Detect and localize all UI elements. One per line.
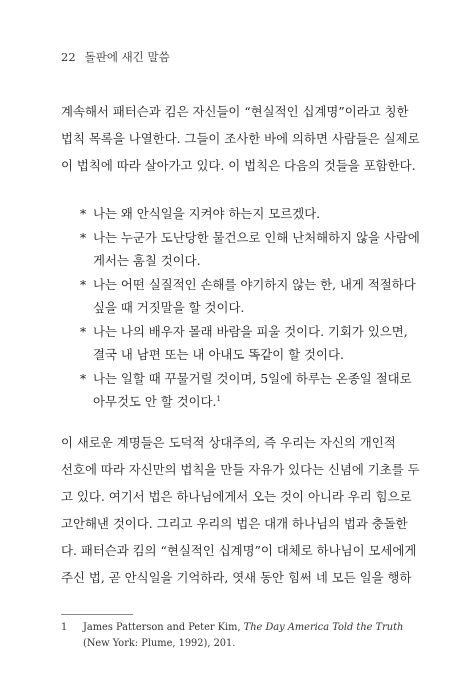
list-item-line: 게서는 훔칠 것이다. — [93, 253, 201, 268]
list-item-line — [93, 390, 420, 414]
paragraph-line: 고안해낸 것이다. 그리고 우리의 법은 대개 하나님의 법과 충돌한 — [61, 516, 408, 531]
paragraph-body — [61, 429, 420, 591]
paragraph-line: 계속해서 패터슨과 킴은 자신들이 “현실적인 십계명”이라고 칭한 — [61, 104, 409, 119]
running-title: 돌판에 새긴 말씀 — [84, 50, 170, 64]
paragraph-line: 주신 법, 곧 안식일을 기억하라, 엿새 동안 힘써 네 모든 일을 행하 — [61, 570, 412, 585]
asterisk-bullet: * — [80, 276, 87, 292]
list-item-line: 나는 나의 배우자 몰래 바람을 피울 것이다. 기회가 있으면, — [93, 323, 408, 339]
footnote — [61, 620, 416, 652]
footnote-divider — [61, 614, 133, 615]
paragraph-line: 고 있다. 여기서 법은 하나님에게서 오는 것이 아니라 우리 힘으로 — [61, 489, 412, 504]
list-item-line: 나는 어떤 실질적인 손해를 야기하지 않는 한, 내게 적절하다 — [93, 276, 416, 292]
paragraph-line: 선호에 따라 자신만의 법칙을 만들 자유가 있다는 신념에 기초를 두 — [61, 462, 420, 477]
footnote-authors: James Patterson and Peter Kim, — [83, 622, 244, 633]
footnote-number: 1 — [61, 622, 68, 633]
footnote-publication: (New York: Plume, 1992), 201. — [83, 638, 236, 649]
list-item-line: 싶을 때 거짓말을 할 것이다. — [93, 300, 245, 315]
paragraph-intro — [61, 98, 420, 179]
asterisk-bullet: * — [80, 370, 87, 386]
list-item — [80, 273, 420, 320]
asterisk-bullet: * — [80, 323, 87, 339]
footnote-text — [83, 620, 416, 652]
asterisk-bullet: * — [80, 229, 87, 245]
commandments-list — [80, 202, 420, 414]
list-item — [80, 320, 420, 367]
list-item — [80, 202, 420, 226]
footnote-marker[interactable]: 1 — [216, 394, 221, 403]
list-item — [80, 226, 420, 273]
footnote-book-title: The Day America Told the Truth — [243, 622, 404, 633]
paragraph-line: 이 새로운 계명들은 도덕적 상대주의, 즉 우리는 자신의 개인적 — [61, 435, 396, 450]
asterisk-bullet: * — [80, 206, 87, 221]
running-header — [61, 49, 170, 65]
paragraph-line: 다. 패터슨과 킴의 “현실적인 십계명”이 대체로 하나님이 모세에게 — [61, 543, 417, 558]
list-item-text: 아무것도 안 할 것이다. — [93, 394, 217, 409]
list-item — [80, 367, 420, 414]
list-item-line: 결국 내 남편 또는 내 아내도 똑같이 할 것이다. — [93, 347, 344, 362]
list-item-line: 나는 누군가 도난당한 물건으로 인해 난처해하지 않을 사람에 — [93, 229, 420, 245]
paragraph-line: 이 법칙에 따라 살아가고 있다. 이 법칙은 다음의 것들을 포함한다. — [61, 158, 416, 173]
list-item-line: 나는 왜 안식일을 지켜야 하는지 모르겠다. — [93, 206, 321, 221]
list-item-line: 나는 일할 때 꾸물거릴 것이며, 5일에 하루는 온종일 절대로 — [93, 370, 412, 386]
paragraph-line: 법칙 목록을 나열한다. 그들이 조사한 바에 의하면 사람들은 실제로 — [61, 131, 420, 146]
page-number: 22 — [61, 50, 76, 64]
